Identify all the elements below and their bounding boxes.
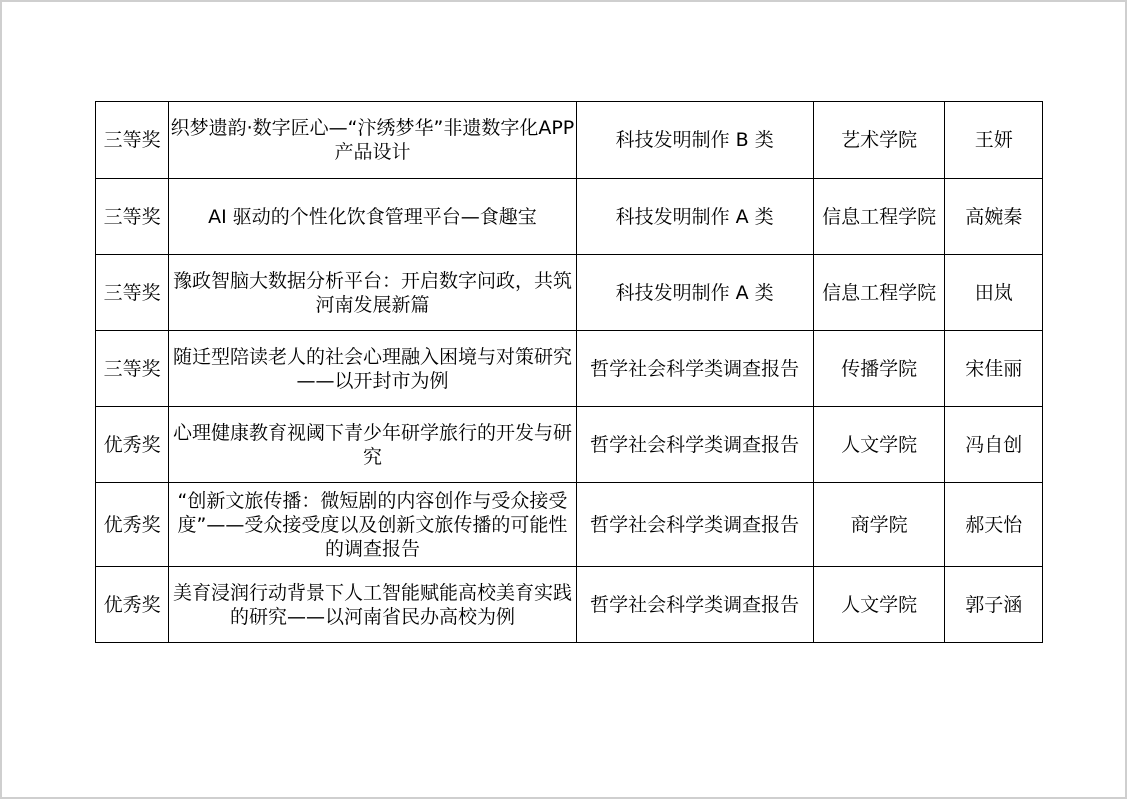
project-title-cell: 随迁型陪读老人的社会心理融入困境与对策研究——以开封市为例 (169, 331, 576, 407)
college-cell: 人文学院 (813, 567, 945, 643)
category-cell: 哲学社会科学类调查报告 (576, 407, 813, 483)
awards-table (95, 101, 1043, 643)
college-cell: 人文学院 (813, 407, 945, 483)
award-level-cell: 优秀奖 (96, 567, 169, 643)
project-title-cell: “创新文旅传播：微短剧的内容创作与受众接受度”——受众接受度以及创新文旅传播的可能性的调查报告 (169, 483, 576, 567)
project-title-cell: 美育浸润行动背景下人工智能赋能高校美育实践的研究——以河南省民办高校为例 (169, 567, 576, 643)
category-cell: 哲学社会科学类调查报告 (576, 483, 813, 567)
college-cell: 艺术学院 (813, 102, 945, 179)
student-name-cell: 王妍 (945, 102, 1043, 179)
table-row (96, 102, 1043, 179)
college-cell: 传播学院 (813, 331, 945, 407)
category-cell: 科技发明制作 A 类 (576, 179, 813, 255)
category-cell: 科技发明制作 A 类 (576, 255, 813, 331)
college-cell: 商学院 (813, 483, 945, 567)
table-row (96, 331, 1043, 407)
award-level-cell: 三等奖 (96, 255, 169, 331)
table-row (96, 255, 1043, 331)
student-name-cell: 冯自创 (945, 407, 1043, 483)
category-cell: 科技发明制作 B 类 (576, 102, 813, 179)
award-level-cell: 三等奖 (96, 102, 169, 179)
table-row (96, 179, 1043, 255)
college-cell: 信息工程学院 (813, 255, 945, 331)
college-cell: 信息工程学院 (813, 179, 945, 255)
table-row (96, 407, 1043, 483)
award-level-cell: 优秀奖 (96, 407, 169, 483)
award-level-cell: 三等奖 (96, 179, 169, 255)
category-cell: 哲学社会科学类调查报告 (576, 567, 813, 643)
table-row (96, 483, 1043, 567)
table-row (96, 567, 1043, 643)
student-name-cell: 宋佳丽 (945, 331, 1043, 407)
student-name-cell: 高婉秦 (945, 179, 1043, 255)
category-cell: 哲学社会科学类调查报告 (576, 331, 813, 407)
project-title-cell: AI 驱动的个性化饮食管理平台—食趣宝 (169, 179, 576, 255)
award-level-cell: 优秀奖 (96, 483, 169, 567)
project-title-cell: 心理健康教育视阈下青少年研学旅行的开发与研究 (169, 407, 576, 483)
student-name-cell: 田岚 (945, 255, 1043, 331)
student-name-cell: 郝天怡 (945, 483, 1043, 567)
project-title-cell: 豫政智脑大数据分析平台：开启数字问政，共筑河南发展新篇 (169, 255, 576, 331)
student-name-cell: 郭子涵 (945, 567, 1043, 643)
project-title-cell: 织梦遗韵·数字匠心—“汴绣梦华”非遗数字化APP 产品设计 (169, 102, 576, 179)
award-level-cell: 三等奖 (96, 331, 169, 407)
